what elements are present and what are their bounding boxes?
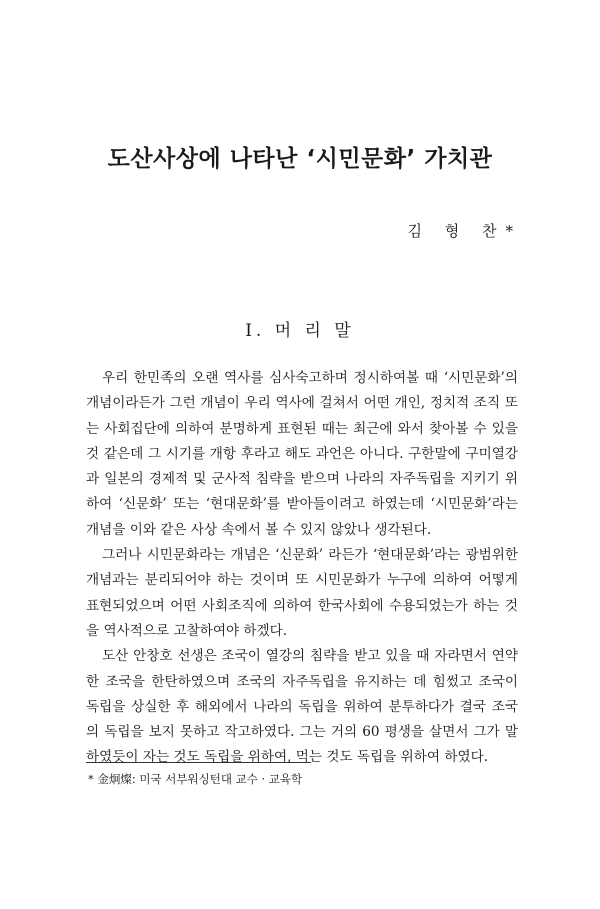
- author-name: 김 형 찬*: [407, 222, 522, 240]
- paragraph: 도산 안창호 선생은 조국이 열강의 침략을 받고 있을 때 자라면서 연약한 조국을 한탄하였으며 조국의 자주독립을 유지하는 데 힘썼고 조국이 독립을 상실한 후 해외에서 나라의 독립을 위하여 분투하다가 결국 조국의 독립을 보지 못하고 작고하였다. 그는 거의 60 평생을 살면서 그가 말하였듯이 자는 것도 독립을 위하여, 먹는 것도 독립을 위하여 하였다.: [86, 648, 518, 766]
- paragraph: 우리 한민족의 오랜 역사를 심사숙고하며 정시하여볼 때 ‘시민문화’의 개념이라든가 그런 개념이 우리 역사에 걸쳐서 어떤 개인, 정치적 조직 또는 사회집단에 의하여 분명하게 표현된 때는 최근에 와서 찾아볼 수 있을 것 같은데 그 시기를 개항 후라고 해도 과언은 아니다. 구한말에 구미열강과 일본의 경제적 및 군사적 침략을 받으며 나라의 자주독립을 지키기 위하여 ‘신문화’ 또는 ‘현대문화’를 받아들이려고 하였는데 ‘시민문화’라는 개념을 이와 같은 사상 속에서 볼 수 있지 않았나 생각된다.: [86, 370, 518, 538]
- body-text: [86, 366, 518, 771]
- section-heading: Ⅰ. 머 리 말: [245, 321, 355, 341]
- footnote-divider: [86, 762, 311, 763]
- paragraph: 그러나 시민문화라는 개념은 ‘신문화’ 라든가 ‘현대문화’라는 광범위한 개념과는 분리되어야 하는 것이며 또 시민문화가 누구에 의하여 어떻게 표현되었으며 어떤 사회조직에 의하여 한국사회에 수용되었는가 하는 것을 역사적으로 고찰하여야 하겠다.: [86, 547, 518, 639]
- paper-title: 도산사상에 나타난 ‘시민문화’ 가치관: [107, 146, 493, 172]
- footnote: * 金炯燦: 미국 서부워싱턴대 교수 · 교육학: [88, 772, 303, 786]
